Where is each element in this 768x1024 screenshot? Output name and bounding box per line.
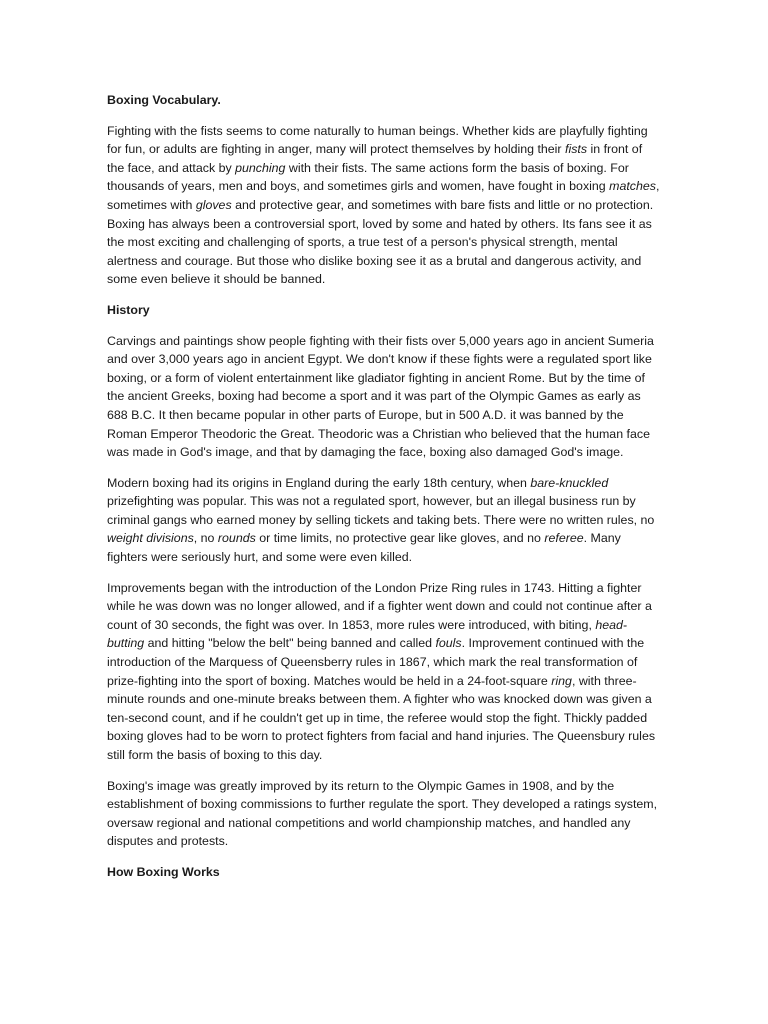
term-ring: ring [551, 673, 572, 688]
history-paragraph-3 [107, 579, 662, 765]
how-boxing-works-heading: How Boxing Works [107, 864, 220, 879]
term-gloves: gloves [195, 197, 232, 212]
term-weight-divisions: weight divisions [107, 531, 194, 546]
intro-text-2: in front of the face, and attack by [107, 142, 643, 175]
intro-text-4: , sometimes with [107, 179, 660, 212]
history-p3-text-1: Improvements began with the introduction of the London Prize Ring rules in 1743. Hitting a fighter while he was down was no longer allowed, and if a fighter went down and could not continue after a count of 30 seconds, the fight was over. In 1853, more rules were introduced, with biting, [107, 580, 652, 632]
intro-text-5: and protective gear, and sometimes with bare fists and little or no protection. Boxing has always been a controversial sport, loved by some and hated by others. Its fans see it as the most exciting and challenging of sports, a true test of a person's physical strength, mental alertness and courage. But those who dislike boxing see it as a brutal and dangerous activity, and some even believe it should be banned. [107, 197, 654, 287]
history-p2-text-3: , no [193, 531, 218, 546]
history-heading: History [107, 302, 150, 317]
intro-paragraph [107, 122, 662, 289]
history-paragraph-4: Boxing's image was greatly improved by its return to the Olympic Games in 1908, and by the establishment of boxing commissions to further regulate the sport. They developed a ratings system, oversaw regional and national competitions and world championship matches, and handled any disputes and protests. [107, 778, 658, 849]
intro-text-3: with their fists. The same actions form the basis of boxing. For thousands of years, men and boys, and sometimes girls and women, have fought in boxing [107, 160, 629, 194]
term-punching: punching [235, 160, 286, 175]
history-paragraph-1: Carvings and paintings show people fighting with their fists over 5,000 years ago in ancient Sumeria and over 3,000 years ago in ancient Egypt. We don't know if these fights were a regulated sport like boxing, or a form of violent entertainment like gladiator fighting in ancient Rome. But by the time of the ancient Greeks, boxing had become a sport and it was part of the Olympic Games as early as 688 B.C. It then became popular in other parts of Europe, but in 500 A.D. it was banned by the Roman Emperor Theodoric the Great. Theodoric was a Christian who believed that the human face was made in God's image, and that by damaging the face, boxing also damaged God's image. [107, 333, 654, 460]
term-bare-knuckled: bare-knuckled [530, 475, 609, 490]
document-page [107, 91, 662, 894]
history-p3-text-2: and hitting "below the belt" being banned and called [144, 636, 436, 651]
history-paragraph-2 [107, 474, 662, 567]
history-p2-text-1: Modern boxing had its origins in England during the early 18th century, when [107, 475, 531, 490]
term-matches: matches [609, 179, 656, 194]
term-rounds: rounds [217, 531, 256, 546]
intro-text-1: Fighting with the fists seems to come naturally to human beings. Whether kids are playfully fighting for fun, or adults are fighting in anger, many will protect themselves by holding their [107, 123, 648, 157]
history-p3-text-4: , with three-minute rounds and one-minute breaks between them. A fighter who was knocked down was given a ten-second count, and if he couldn't get up in time, the referee would stop the fight. Thickly padded boxing gloves had to be worn to protect fighters from facial and hand injuries. The Queensbury rules still form the basis of boxing to this day. [107, 673, 656, 762]
history-p2-text-4: or time limits, no protective gear like gloves, and no [255, 531, 545, 546]
document-title: Boxing Vocabulary. [107, 93, 221, 107]
term-fists: fists [565, 142, 588, 157]
history-p2-text-5: . Many fighters were seriously hurt, and some were even killed. [107, 531, 621, 565]
history-p3-text-3: . Improvement continued with the introduction of the Marquess of Queensberry rules in 1867, which mark the real transformation of prize-fighting into the sport of boxing. Matches would be held in a 24-foot-square [107, 636, 645, 688]
term-head-butting: head-butting [107, 617, 628, 651]
term-fouls: fouls [435, 636, 462, 651]
term-referee: referee [544, 531, 584, 546]
history-p2-text-2: prizefighting was popular. This was not a regulated sport, however, but an illegal business run by criminal gangs who earned money by selling tickets and taking bets. There were no written rules, no [107, 494, 655, 527]
